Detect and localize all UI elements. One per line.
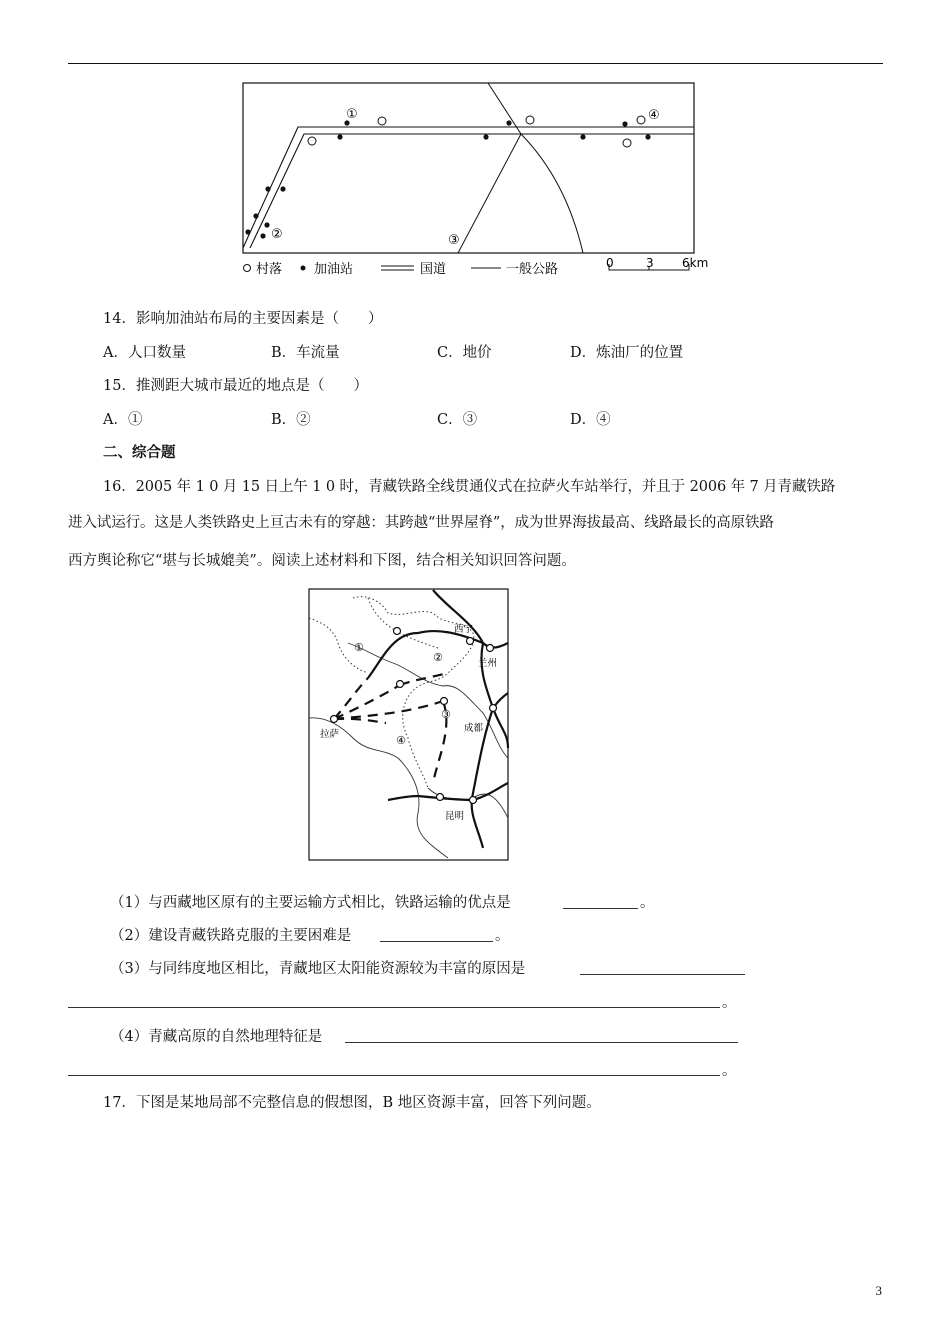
qinghai-tibet-railway-map: [308, 588, 510, 862]
q16-sub4-blank-2[interactable]: [68, 1075, 720, 1076]
q16-sub2-blank[interactable]: [380, 941, 493, 942]
q15-option-d[interactable]: D．④: [570, 412, 611, 428]
marker-2: ②: [271, 227, 283, 242]
q14-option-d[interactable]: D．炼油厂的位置: [570, 345, 684, 361]
national-road-inner: [250, 134, 694, 248]
villages: [308, 116, 645, 147]
q16-sub1-blank[interactable]: [563, 908, 638, 909]
legend-gas-station: 加油站: [314, 262, 354, 277]
q16-sub2: （2）建设青藏铁路克服的主要困难是: [110, 928, 352, 944]
q14-option-c[interactable]: C．地价: [437, 345, 492, 361]
q15-option-c[interactable]: C．③: [437, 412, 478, 428]
q14-option-a[interactable]: A．人口数量: [103, 345, 186, 361]
q14-stem: 14．影响加油站布局的主要因素是（ ）: [103, 311, 383, 327]
legend-national-road: 国道: [420, 262, 447, 277]
q15-option-a[interactable]: A．①: [103, 412, 143, 428]
city-chengdu: 成都: [464, 723, 484, 734]
q16-sub1: （1）与西藏地区原有的主要运输方式相比，铁路运输的优点是: [110, 895, 511, 911]
marker-4: ④: [648, 108, 660, 123]
map-frame: [243, 83, 694, 253]
q16-sub4: （4）青藏高原的自然地理特征是: [110, 1029, 323, 1045]
q16-sub2-end: 。: [495, 928, 510, 944]
header-rule: [68, 63, 883, 64]
q16-sub3-blank-2[interactable]: [68, 1007, 720, 1008]
q16-sub1-end: 。: [640, 895, 655, 911]
q16-sub3: （3）与同纬度地区相比，青藏地区太阳能资源较为丰富的原因是: [110, 961, 526, 977]
q17-stem: 17．下图是某地局部不完整信息的假想图，B 地区资源丰富，回答下列问题。: [103, 1095, 601, 1111]
scale-0: 0: [606, 256, 614, 270]
map-marker-2: ②: [433, 651, 443, 664]
marker-3: ③: [448, 233, 460, 248]
general-road-southeast: [521, 134, 583, 253]
page-number: 3: [875, 1283, 882, 1298]
q16-sub3-end: 。: [722, 995, 737, 1011]
legend-village: 村落: [256, 262, 283, 277]
map-marker-4: ④: [396, 734, 406, 747]
marker-1: ①: [346, 107, 358, 122]
general-road-north: [488, 83, 521, 134]
map-marker-3: ③: [441, 708, 451, 721]
city-kunming: 昆明: [445, 811, 465, 822]
legend-general-road: 一般公路: [506, 262, 559, 277]
q14-option-b[interactable]: B．车流量: [271, 345, 340, 361]
q16-sub3-blank[interactable]: [580, 974, 745, 975]
q16-sub4-end: 。: [722, 1063, 737, 1079]
city-xining: 西宁: [454, 624, 474, 635]
legend: [244, 256, 709, 277]
scale-3: 3: [646, 256, 654, 270]
q16-line-2: 进入试运行。这是人类铁路史上亘古未有的穿越：其跨越“世界屋脊”，成为世界海拔最高、线路最长的高原铁路: [68, 515, 774, 531]
q16-line-3: 西方舆论称它“堪与长城媲美”。阅读上述材料和下图，结合相关知识回答问题。: [68, 553, 576, 569]
road-map-figure: [236, 80, 716, 280]
q15-stem: 15．推测距大城市最近的地点是（ ）: [103, 378, 368, 394]
q16-line-1: 16．2005 年 1 0 月 15 日上午 1 0 时，青藏铁路全线贯通仪式在拉萨火车站举行，并且于 2006 年 7 月青藏铁路: [103, 479, 836, 495]
gas-stations: [245, 120, 650, 238]
section-title: 二、综合题: [103, 445, 176, 461]
scale-6km: 6km: [682, 256, 709, 270]
map-marker-1: ①: [354, 641, 364, 654]
q16-sub4-blank[interactable]: [345, 1042, 738, 1043]
q15-option-b[interactable]: B．②: [271, 412, 311, 428]
general-road-southwest: [458, 134, 521, 253]
city-lhasa: 拉萨: [320, 729, 340, 740]
city-lanzhou: 兰州: [478, 658, 498, 669]
